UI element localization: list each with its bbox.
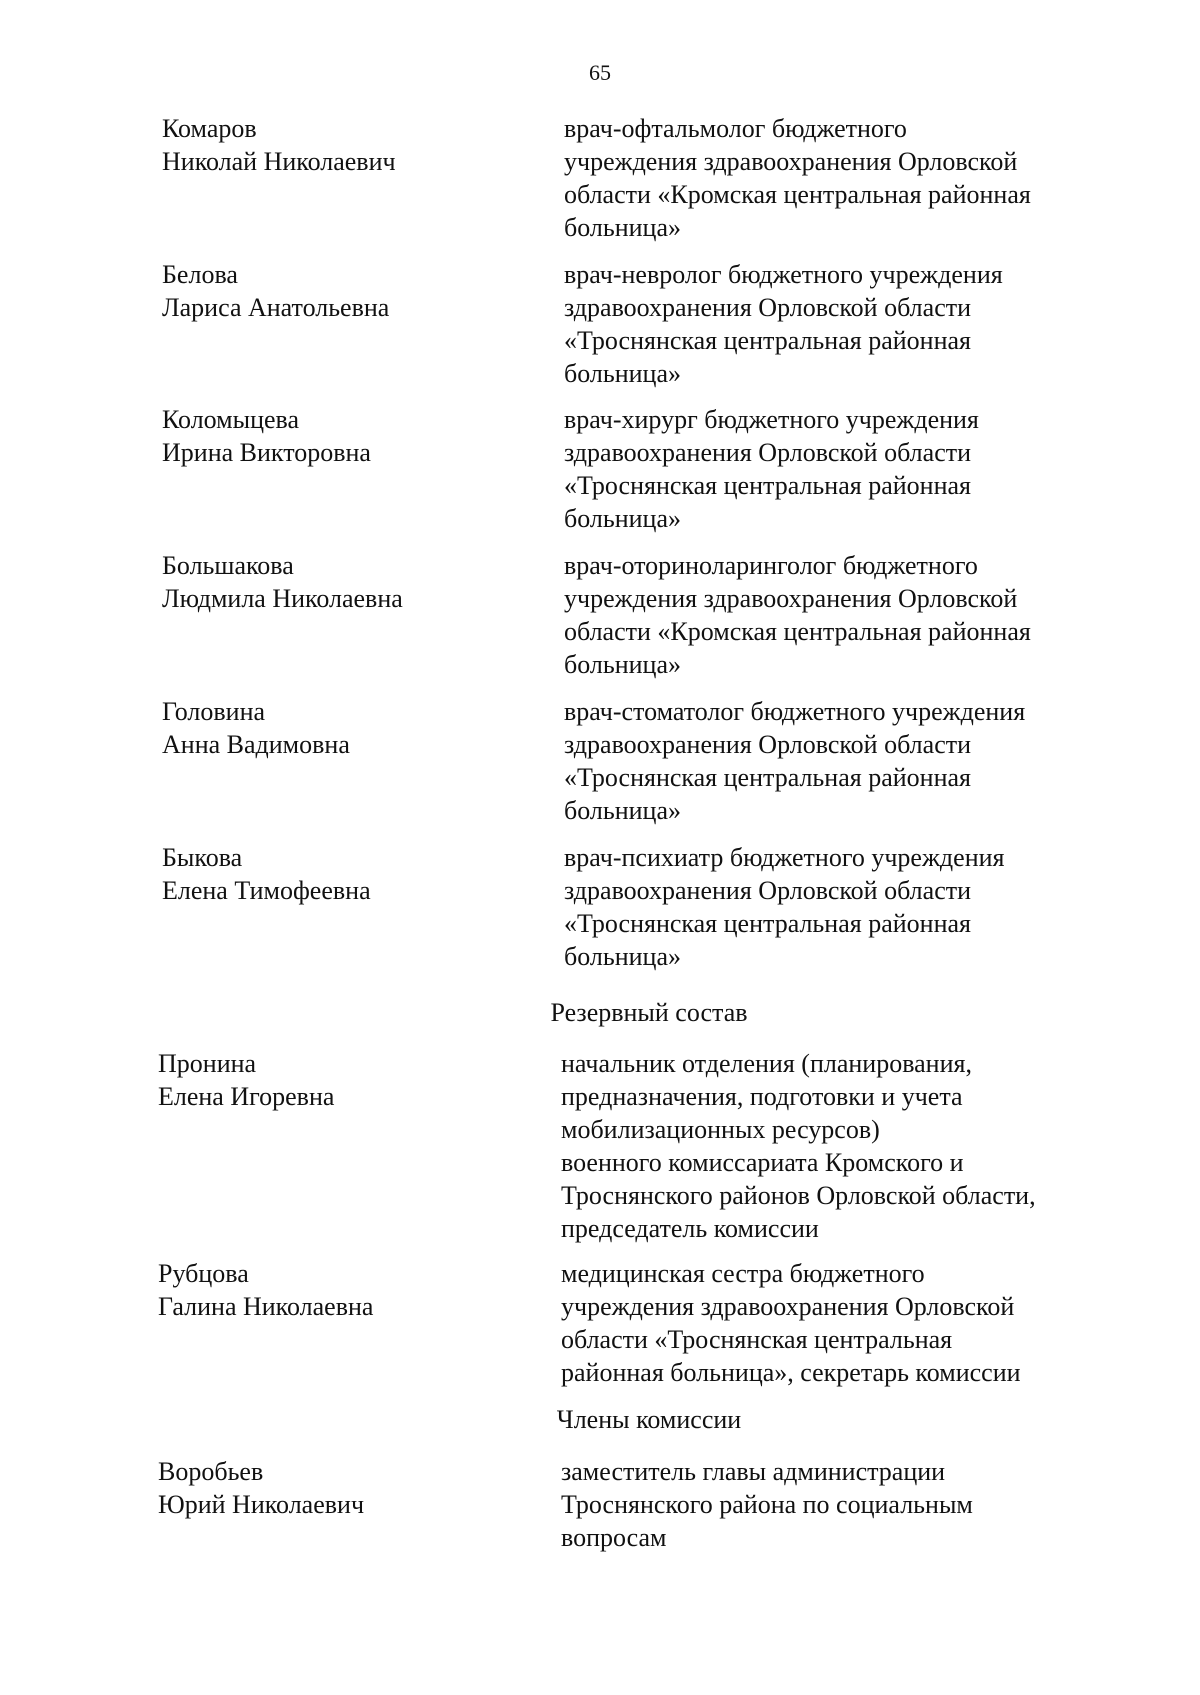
surname: Большакова	[162, 551, 294, 580]
person-role	[564, 549, 1104, 681]
role-line: здравоохранения Орловской области	[564, 293, 972, 322]
role-line: начальник отделения (планирования,	[561, 1049, 972, 1078]
role-line: врач-хирург бюджетного учреждения	[564, 405, 979, 434]
role-line: «Троснянская центральная районная	[564, 326, 971, 355]
person-role	[561, 1257, 1101, 1389]
role-line: врач-офтальмолог бюджетного	[564, 114, 907, 143]
person-role	[564, 841, 1104, 973]
role-line: области «Кромская центральная районная	[564, 617, 1031, 646]
role-line: «Троснянская центральная районная	[564, 763, 971, 792]
role-line: здравоохранения Орловской области	[564, 730, 972, 759]
person-name	[158, 1455, 538, 1521]
role-line: больница»	[564, 213, 681, 242]
person-role	[564, 258, 1104, 390]
reserve-section-heading: Резервный состав	[550, 998, 748, 1027]
surname: Головина	[162, 697, 266, 726]
person-name	[162, 403, 542, 469]
role-line: военного комиссариата Кромского и	[561, 1148, 964, 1177]
surname: Коломыцева	[162, 405, 300, 434]
role-line: заместитель главы администрации	[561, 1457, 946, 1486]
role-line: «Троснянская центральная районная	[564, 471, 971, 500]
role-line: учреждения здравоохранения Орловской	[561, 1292, 1015, 1321]
person-role	[564, 695, 1104, 827]
person-role	[564, 403, 1104, 535]
person-name	[158, 1047, 538, 1113]
surname: Воробьев	[158, 1457, 264, 1486]
surname: Комаров	[162, 114, 257, 143]
members-section-heading: Члены комиссии	[556, 1405, 742, 1434]
given-name: Людмила Николаевна	[162, 584, 403, 613]
given-name: Елена Тимофеевна	[162, 876, 371, 905]
role-line: больница»	[564, 942, 681, 971]
given-name: Анна Вадимовна	[162, 730, 350, 759]
surname: Рубцова	[158, 1259, 249, 1288]
role-line: больница»	[564, 796, 681, 825]
role-line: здравоохранения Орловской области	[564, 438, 972, 467]
person-name	[162, 112, 542, 178]
role-line: врач-оториноларинголог бюджетного	[564, 551, 978, 580]
role-line: мобилизационных ресурсов)	[561, 1115, 880, 1144]
role-line: больница»	[564, 359, 681, 388]
role-line: врач-невролог бюджетного учреждения	[564, 260, 1003, 289]
role-line: учреждения здравоохранения Орловской	[564, 584, 1018, 613]
given-name: Лариса Анатольевна	[162, 293, 390, 322]
person-name	[162, 841, 542, 907]
person-name	[158, 1257, 538, 1323]
person-name	[162, 258, 542, 324]
given-name: Галина Николаевна	[158, 1292, 374, 1321]
role-line: районная больница», секретарь комиссии	[561, 1358, 1021, 1387]
person-role	[564, 112, 1104, 244]
surname: Белова	[162, 260, 238, 289]
surname: Пронина	[158, 1049, 257, 1078]
role-line: врач-стоматолог бюджетного учреждения	[564, 697, 1026, 726]
role-line: области «Троснянская центральная	[561, 1325, 953, 1354]
role-line: больница»	[564, 504, 681, 533]
role-line: больница»	[564, 650, 681, 679]
given-name: Юрий Николаевич	[158, 1490, 365, 1519]
role-line: учреждения здравоохранения Орловской	[564, 147, 1018, 176]
role-line: предназначения, подготовки и учета	[561, 1082, 963, 1111]
role-line: здравоохранения Орловской области	[564, 876, 972, 905]
role-line: вопросам	[561, 1523, 667, 1552]
person-role	[561, 1455, 1101, 1554]
role-line: председатель комиссии	[561, 1214, 819, 1243]
role-line: области «Кромская центральная районная	[564, 180, 1031, 209]
role-line: Троснянского районов Орловской области,	[561, 1181, 1036, 1210]
given-name: Ирина Викторовна	[162, 438, 371, 467]
person-name	[162, 549, 542, 615]
role-line: «Троснянская центральная районная	[564, 909, 971, 938]
given-name: Николай Николаевич	[162, 147, 396, 176]
role-line: врач-психиатр бюджетного учреждения	[564, 843, 1005, 872]
role-line: медицинская сестра бюджетного	[561, 1259, 925, 1288]
surname: Быкова	[162, 843, 243, 872]
page-number: 65	[589, 60, 611, 85]
person-role	[561, 1047, 1101, 1245]
role-line: Троснянского района по социальным	[561, 1490, 973, 1519]
given-name: Елена Игоревна	[158, 1082, 335, 1111]
person-name	[162, 695, 542, 761]
